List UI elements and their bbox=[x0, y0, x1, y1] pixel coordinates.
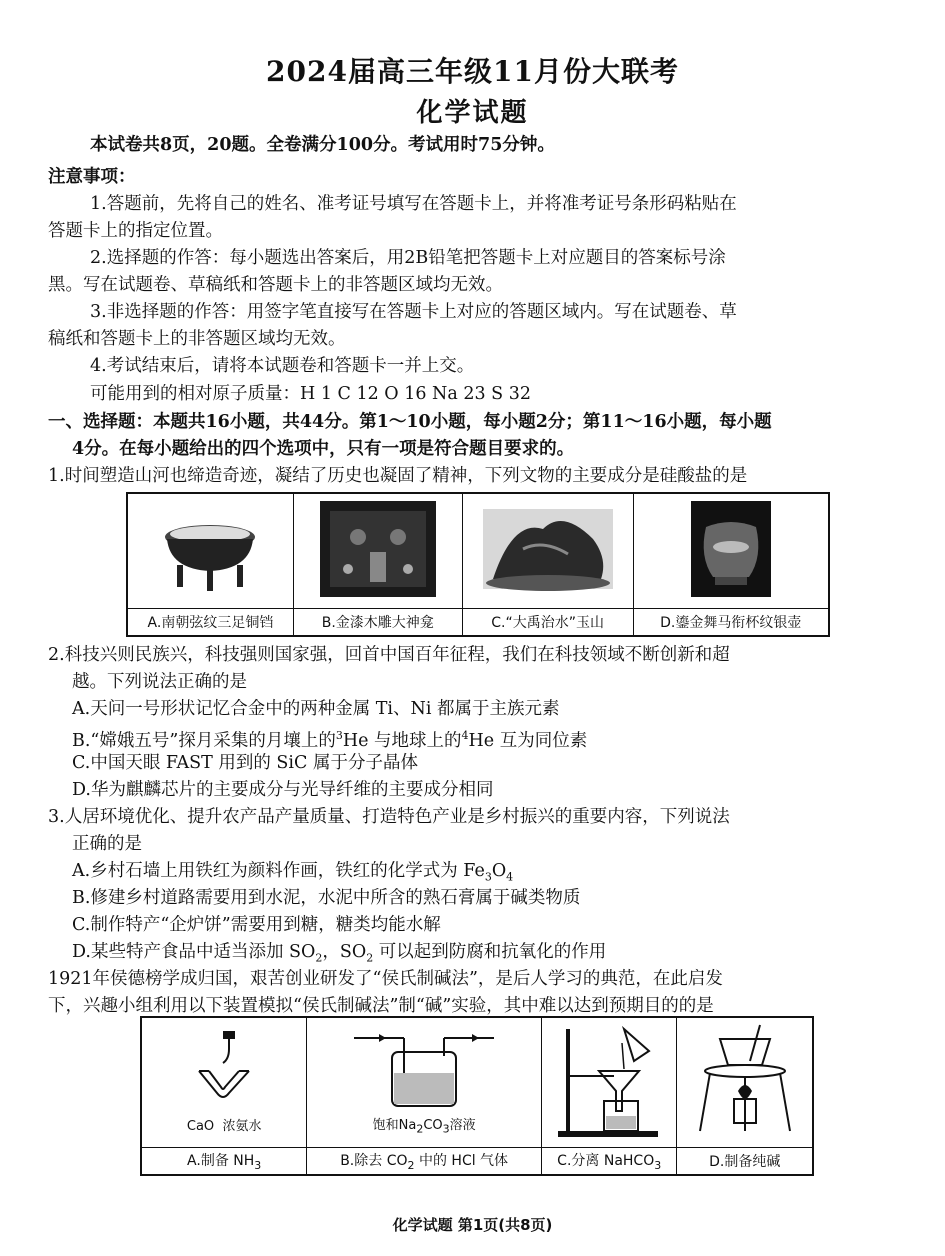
exam-intro: 本试卷共8页，20题。全卷满分100分。考试用时75分钟。 bbox=[90, 135, 555, 155]
artifact-b-photo bbox=[293, 493, 462, 608]
carved-shrine-image bbox=[308, 497, 448, 601]
apparatus-d bbox=[677, 1017, 813, 1147]
note-2b: 黑。写在试题卷、草稿纸和答题卡上的非答题区域均无效。 bbox=[48, 275, 503, 295]
artifact-b-label: B.金漆木雕大神龛 bbox=[293, 608, 462, 636]
apparatus-a-reagents: CaO 浓氨水 bbox=[186, 1118, 262, 1134]
q3-stem-2: 正确的是 bbox=[72, 834, 142, 854]
q4-apparatus-table bbox=[140, 1016, 814, 1176]
q2-option-d: D.华为麒麟芯片的主要成分与光导纤维的主要成分相同 bbox=[72, 780, 494, 800]
q3-stem-1: 3.人居环境优化、提升农产品产量质量、打造特色产业是乡村振兴的重要内容，下列说法 bbox=[48, 807, 730, 827]
apparatus-b-label: B.除去 $CO_2$ 中的 HCl 气体 bbox=[307, 1147, 542, 1175]
q2-stem-2: 越。下列说法正确的是 bbox=[72, 672, 247, 692]
apparatus-a-label: A.制备 $NH_3$ bbox=[141, 1147, 307, 1175]
page-footer: 化学试题 第1页(共8页) bbox=[392, 1216, 553, 1234]
artifact-d-photo bbox=[633, 493, 829, 608]
artifact-c-label: C.“大禹治水”玉山 bbox=[462, 608, 633, 636]
artifact-c-photo bbox=[462, 493, 633, 608]
apparatus-b-reagent: 饱和$Na_2CO_3$溶液 bbox=[372, 1118, 476, 1137]
exam-subject: 化学试题 bbox=[416, 98, 529, 128]
apparatus-c bbox=[541, 1017, 677, 1147]
note-1b: 答题卡上的指定位置。 bbox=[48, 221, 223, 241]
filtration-setup-icon bbox=[554, 1021, 664, 1139]
atomic-masses: 可能用到的相对原子质量：H 1 C 12 O 16 Na 23 S 32 bbox=[90, 384, 532, 404]
q1-stem: 1.时间塑造山河也缔造奇迹，凝结了历史也凝固了精神，下列文物的主要成分是硅酸盐的是 bbox=[48, 466, 748, 486]
q4-stem-1: 1921年侯德榜学成归国，艰苦创业研发了“侯氏制碱法”，是后人学习的典范，在此启发 bbox=[48, 969, 723, 989]
q2-option-c: C.中国天眼 FAST 用到的 SiC 属于分子晶体 bbox=[72, 753, 418, 773]
q2-option-a: A.天问一号形状记忆合金中的两种金属 Ti、Ni 都属于主族元素 bbox=[72, 699, 560, 719]
notes-heading: 注意事项： bbox=[48, 167, 136, 187]
note-3b: 稿纸和答题卡上的非答题区域均无效。 bbox=[48, 329, 346, 349]
section1-heading: 一、选择题：本题共16小题，共44分。第1～10小题，每小题2分；第11～16小题，每小题 bbox=[48, 412, 772, 432]
evaporation-setup-icon bbox=[690, 1021, 800, 1139]
q2-stem-1: 2.科技兴则民族兴，科技强则国家强，回首中国百年征程，我们在科技领域不断创新和超 bbox=[48, 645, 730, 665]
apparatus-c-label: C.分离 NaHCO$_3$ bbox=[541, 1147, 677, 1175]
artifact-d-label: D.鎏金舞马衔杯纹银壶 bbox=[633, 608, 829, 636]
q3-option-d: D.某些特产食品中适当添加 $SO_2$，$SO_2$ 可以起到防腐和抗氧化的作用 bbox=[72, 942, 607, 965]
q3-option-a: A.乡村石墙上用铁红为颜料作画，铁红的化学式为 $Fe_3O_4$ bbox=[72, 861, 514, 884]
y-tube-icon bbox=[159, 1031, 289, 1111]
bronze-tripod-image bbox=[135, 499, 285, 599]
q3-option-b: B.修建乡村道路需要用到水泥，水泥中所含的熟石膏属于碱类物质 bbox=[72, 888, 581, 908]
artifact-a-photo bbox=[127, 493, 293, 608]
q2-option-b: B.“嫦娥五号”探月采集的月壤上的$^3$He 与地球上的$^4$He 互为同位素 bbox=[72, 729, 588, 751]
note-2a: 2.选择题的作答：每小题选出答案后，用2B铅笔把答题卡上对应题目的答案标号涂 bbox=[90, 248, 726, 268]
q1-artifact-table bbox=[126, 492, 830, 637]
apparatus-b bbox=[307, 1017, 542, 1147]
apparatus-d-label: D.制备纯碱 bbox=[677, 1147, 813, 1175]
q3-option-c: C.制作特产“企炉饼”需要用到糖，糖类均能水解 bbox=[72, 915, 441, 935]
note-1a: 1.答题前，先将自己的姓名、准考证号填写在答题卡上，并将准考证号条形码粘贴在 bbox=[90, 194, 737, 214]
artifact-a-label: A.南朝弦纹三足铜铛 bbox=[127, 608, 293, 636]
gas-washing-bottle-icon bbox=[344, 1028, 504, 1110]
note-4: 4.考试结束后，请将本试题卷和答题卡一并上交。 bbox=[90, 356, 475, 376]
apparatus-a bbox=[141, 1017, 307, 1147]
silver-pot-image bbox=[671, 497, 791, 601]
note-3a: 3.非选择题的作答：用签字笔直接写在答题卡上对应的答题区域内。写在试题卷、草 bbox=[90, 302, 737, 322]
jade-mountain-image bbox=[473, 499, 623, 599]
q4-stem-2: 下，兴趣小组利用以下装置模拟“侯氏制碱法”制“碱”实验，其中难以达到预期目的的是 bbox=[48, 996, 714, 1016]
exam-title: 2024届高三年级11月份大联考 bbox=[266, 55, 679, 88]
section1-heading-cont: 4分。在每小题给出的四个选项中，只有一项是符合题目要求的。 bbox=[72, 439, 575, 459]
